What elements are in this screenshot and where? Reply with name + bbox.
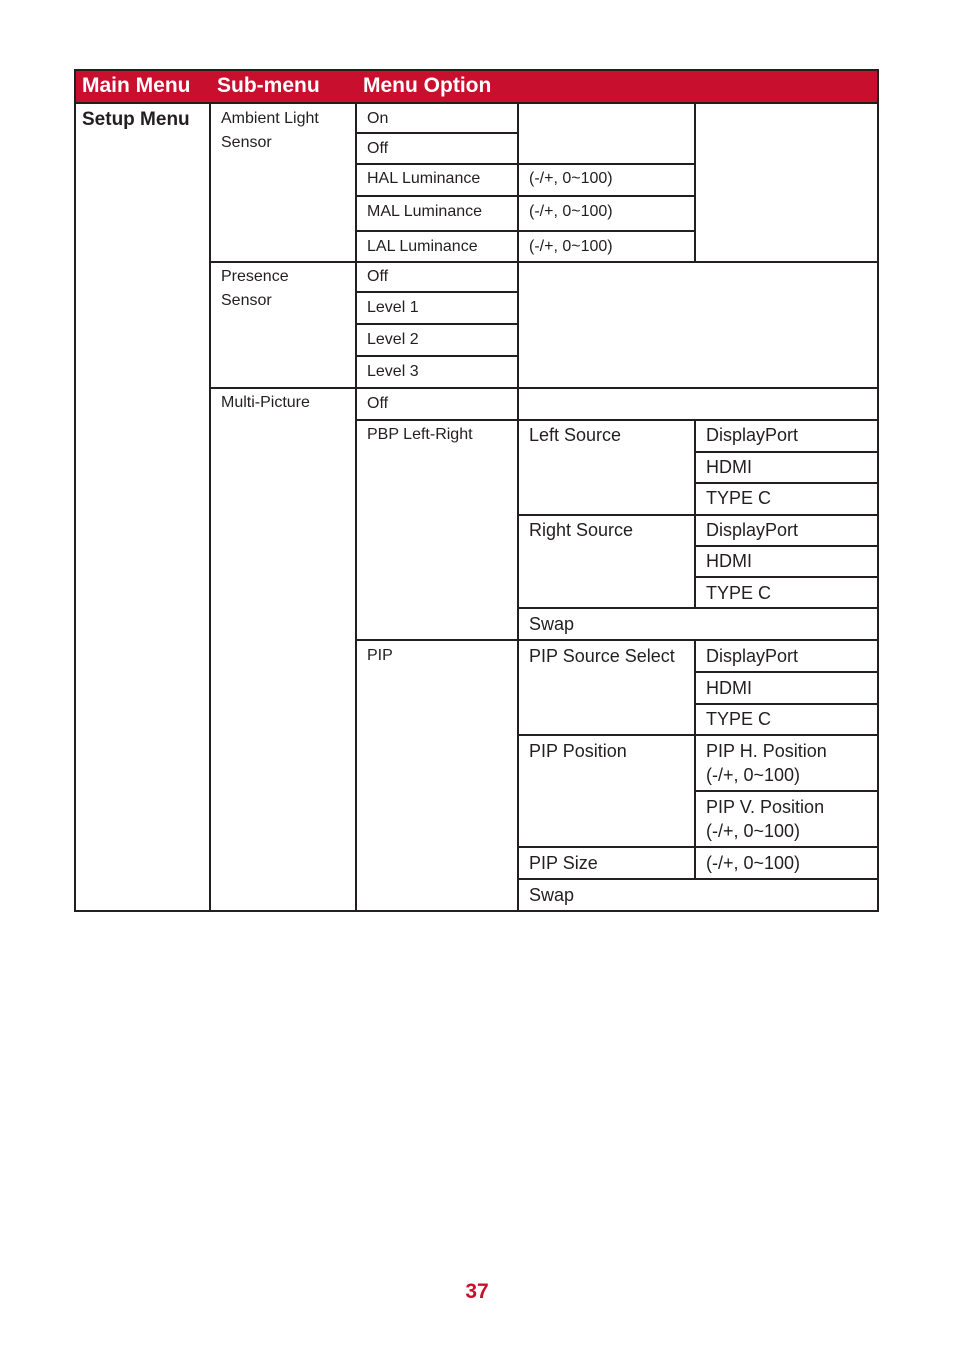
pbp-right-source: Right Source <box>529 520 634 540</box>
pip-h-position-label: PIP H. Position <box>706 741 827 761</box>
pbp-right-displayport: DisplayPort <box>706 520 799 540</box>
table-border-left <box>74 69 76 912</box>
option-hal-luminance: HAL Luminance <box>367 170 481 187</box>
table-border-right <box>877 69 879 912</box>
submenu-multi-picture: Multi-Picture <box>221 394 310 411</box>
col-line-3b <box>517 262 519 388</box>
pip-size-range: (-/+, 0~100) <box>706 853 801 873</box>
option-pip: PIP <box>367 647 393 664</box>
pip-source-type-c: TYPE C <box>706 709 772 729</box>
option-lal-luminance: LAL Luminance <box>367 238 478 255</box>
option-level-2: Level 2 <box>367 331 419 348</box>
option-hal-range: (-/+, 0~100) <box>529 170 613 187</box>
header-menu-option: Menu Option <box>363 74 492 97</box>
pip-source-displayport: DisplayPort <box>706 646 799 666</box>
pip-size: PIP Size <box>529 853 598 873</box>
submenu-presence-sensor: Presence Sensor <box>221 268 289 309</box>
option-level-1: Level 1 <box>367 299 419 316</box>
pip-v-position-label: PIP V. Position <box>706 797 825 817</box>
option-multi-off: Off <box>367 395 389 412</box>
submenu-ambient-light-sensor: Ambient Light Sensor <box>221 110 319 151</box>
option-off: Off <box>367 140 389 157</box>
header-main-menu: Main Menu <box>82 74 191 97</box>
pbp-left-hdmi: HDMI <box>706 457 752 477</box>
pip-h-position <box>695 736 877 787</box>
option-mal-luminance: MAL Luminance <box>367 203 483 220</box>
pbp-right-hdmi: HDMI <box>706 551 752 571</box>
col-line-4a <box>694 103 696 262</box>
option-level-3: Level 3 <box>367 363 419 380</box>
pip-v-position <box>695 792 877 843</box>
col-line-1 <box>209 103 211 911</box>
pip-source-select: PIP Source Select <box>529 646 675 666</box>
pbp-left-displayport: DisplayPort <box>706 425 799 445</box>
pbp-left-type-c: TYPE C <box>706 488 772 508</box>
option-lal-range: (-/+, 0~100) <box>529 238 613 255</box>
main-menu-setup: Setup Menu <box>82 109 190 130</box>
pip-source-hdmi: HDMI <box>706 678 752 698</box>
option-mal-range: (-/+, 0~100) <box>529 203 613 220</box>
pip-position: PIP Position <box>529 741 627 761</box>
option-on: On <box>367 110 389 127</box>
option-pbp-left-right: PBP Left-Right <box>367 426 473 443</box>
pip-h-position-range: (-/+, 0~100) <box>706 765 801 785</box>
pbp-swap: Swap <box>529 614 575 634</box>
pip-swap: Swap <box>529 885 575 905</box>
option-presence-off: Off <box>367 268 389 285</box>
pip-v-position-range: (-/+, 0~100) <box>706 821 801 841</box>
page-number: 37 <box>465 1280 489 1303</box>
header-sub-menu: Sub-menu <box>217 74 320 97</box>
col-line-2 <box>355 103 357 911</box>
table-border-bottom <box>74 910 879 912</box>
pbp-left-source: Left Source <box>529 425 622 445</box>
pbp-right-type-c: TYPE C <box>706 583 772 603</box>
